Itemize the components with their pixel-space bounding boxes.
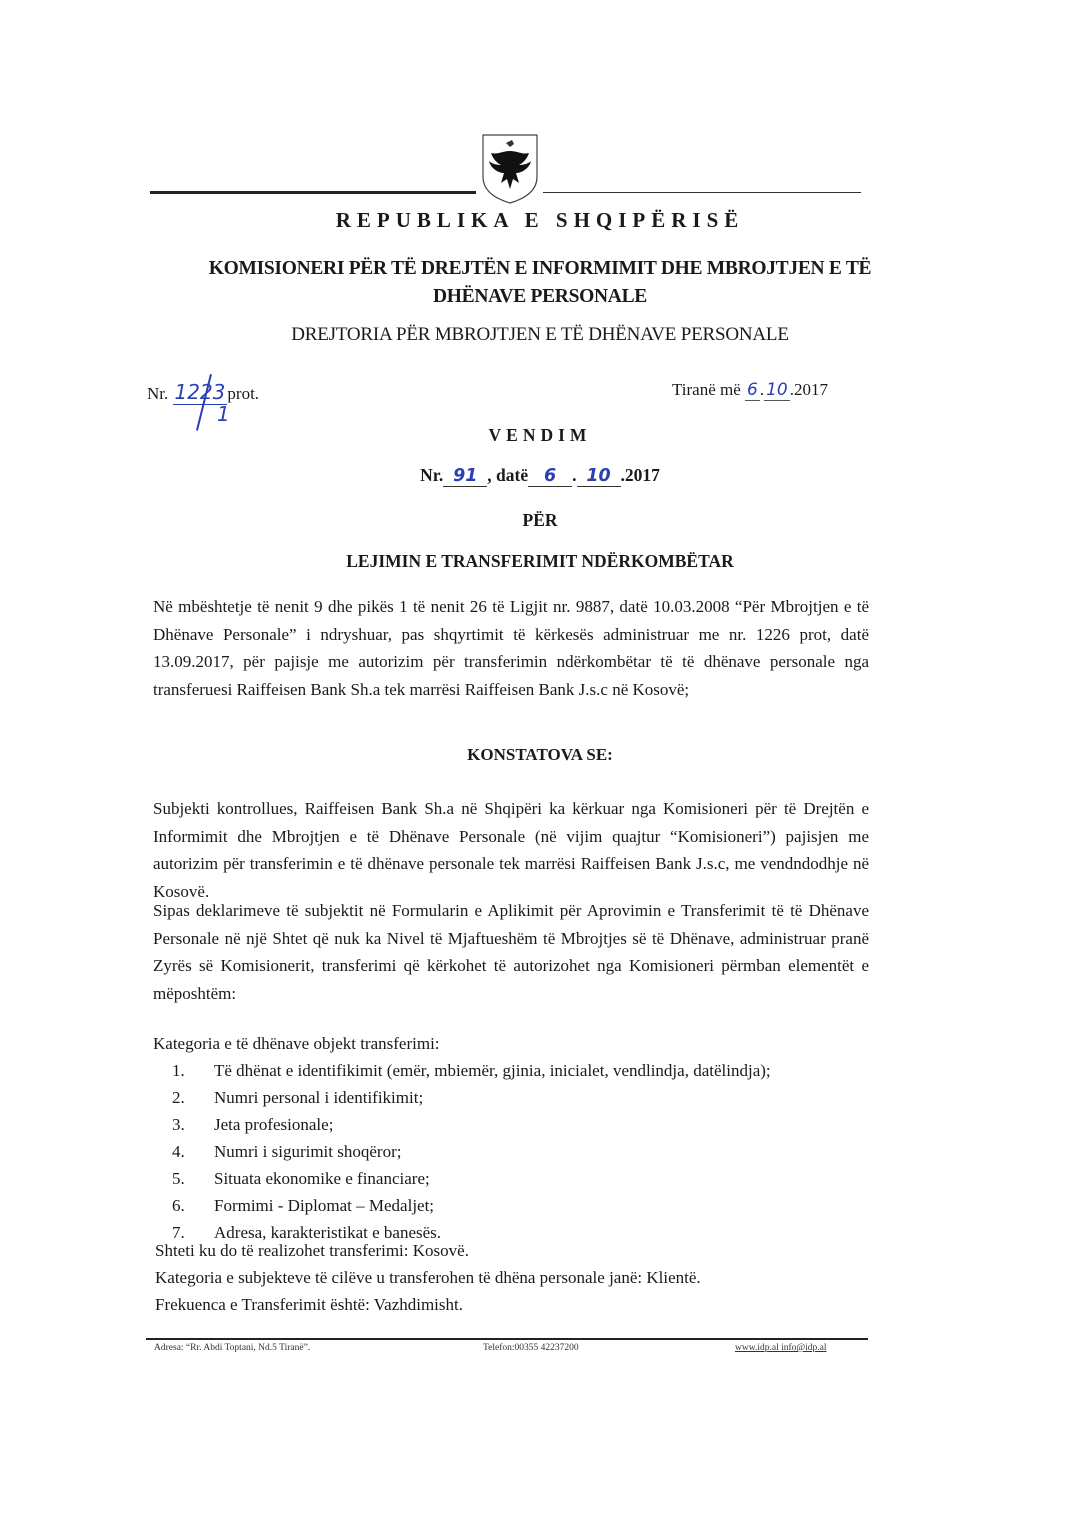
list-item: 2. Numri personal i identifikimit;: [172, 1088, 424, 1107]
konstatova-heading: KONSTATOVA SE:: [467, 745, 613, 764]
footer-website-link[interactable]: www.idp.al info@idp.al: [735, 1343, 827, 1353]
finding-paragraph-1: Subjekti kontrollues, Raiffeisen Bank Sh.a në Shqipëri ka kërkuar nga Komisioneri për të Drejtën e Informimit dhe Mbrojtjen e të Dhënave Personale (në vijim quajtur “Komisioneri”) pajisjen me autorizim për transferimin e të dhënave personale tek marrësi Raiffeisen Bank J.s.c, me vendndodhje në Kosovë.: [153, 799, 869, 901]
finding-paragraph-2: Sipas deklarimeve të subjektit në Formularin e Aplikimit për Aprovimin e Transferimit të të Dhënave Personale në një Shtet që nuk ka Nivel të Mjaftueshëm të Mbrojtjes së të Dhënave, administruar pranë Zyrës së Komisionerit, transferimi që kërkohet të autorizohet nga Komisioneri përmban elementët e mëposhtëm:: [153, 901, 869, 1003]
protocol-sub-handwritten: 1: [217, 402, 230, 426]
day-handwritten: 6: [747, 380, 758, 400]
decision-title: VENDIM: [488, 425, 592, 445]
institution-heading: [140, 255, 940, 311]
place-date: Tiranë më 6 . 10 .2017: [672, 380, 828, 400]
list-item: 7. Adresa, karakteristikat e banesës.: [172, 1223, 442, 1242]
list-item: 4. Numri i sigurimit shoqëror;: [172, 1142, 402, 1161]
decision-day-handwritten: 6: [528, 466, 572, 487]
coat-of-arms-icon: [479, 133, 541, 205]
preamble-paragraph: Në mbështetje të nenit 9 dhe pikës 1 të nenit 26 të Ligjit nr. 9887, datë 10.03.2008 “Për Mbrojtjen e të Dhënave Personale” i ndryshuar, pas shqyrtimit të kërkesës administruar me nr. 1226 prot, datë 13.09.2017, për pajisje me autorizim për transferimin ndërkombëtar të të dhënave personale nga transferuesi Raiffeisen Bank Sh.a tek marrësi Raiffeisen Bank J.s.c në Kosovë;: [153, 597, 869, 699]
protocol-suffix: prot.: [227, 384, 260, 403]
data-categories-list: [172, 1057, 771, 1246]
subjects-line: Kategoria e subjekteve të cilëve u transferohen të dhëna personale janë: Klientë.: [155, 1268, 701, 1287]
decision-subject: LEJIMIN E TRANSFERIMIT NDËRKOMBËTAR: [346, 551, 734, 571]
year: .2017: [789, 380, 828, 399]
directorate-heading: DREJTORIA PËR MBROJTJEN E TË DHËNAVE PERSONALE: [291, 324, 789, 345]
place-label: Tiranë më: [672, 380, 741, 399]
decision-number-line: Nr. 91 , datë 6 . 10 .2017: [420, 465, 660, 486]
transfer-details: [155, 1237, 701, 1318]
decision-date-label: , datë: [487, 465, 529, 485]
footer-address: Adresa: “Rr. Abdi Toptani, Nd.5 Tiranë”.: [154, 1343, 311, 1353]
footer-rule: [146, 1338, 868, 1340]
frequency-line: Frekuenca e Transferimit është: Vazhdimisht.: [155, 1295, 463, 1314]
footer-phone: Telefon:00355 42237200: [483, 1343, 579, 1353]
month-handwritten: 10: [766, 380, 788, 400]
institution-line-1: KOMISIONERI PËR TË DREJTËN E INFORMIMIT DHE MBROJTJEN E TË: [208, 258, 872, 279]
list-item: 3. Jeta profesionale;: [172, 1115, 334, 1134]
header-rule-right: [543, 192, 861, 193]
per-heading: PËR: [522, 510, 558, 530]
decision-month-handwritten: 10: [577, 466, 621, 487]
protocol-number-handwritten: 1223: [174, 380, 226, 404]
country-line: Shteti ku do të realizohet transferimi: Kosovë.: [155, 1241, 469, 1260]
categories-label: Kategoria e të dhënave objekt transferimi:: [153, 1034, 440, 1053]
list-item: 5. Situata ekonomike e financiare;: [172, 1169, 430, 1188]
header-rule-left: [150, 191, 476, 194]
list-item: 6. Formimi - Diplomat – Medaljet;: [172, 1196, 435, 1215]
decision-nr-prefix: Nr.: [420, 465, 444, 485]
institution-line-2: DHËNAVE PERSONALE: [433, 286, 647, 307]
decision-number-handwritten: 91: [443, 466, 487, 487]
protocol-prefix: Nr.: [147, 384, 169, 403]
country-heading: REPUBLIKA E SHQIPËRISË: [335, 208, 745, 232]
list-item: 1. Të dhënat e identifikimit (emër, mbiemër, gjinia, inicialet, vendlindja, datëlindja);: [172, 1061, 771, 1080]
decision-year: .2017: [620, 465, 660, 485]
